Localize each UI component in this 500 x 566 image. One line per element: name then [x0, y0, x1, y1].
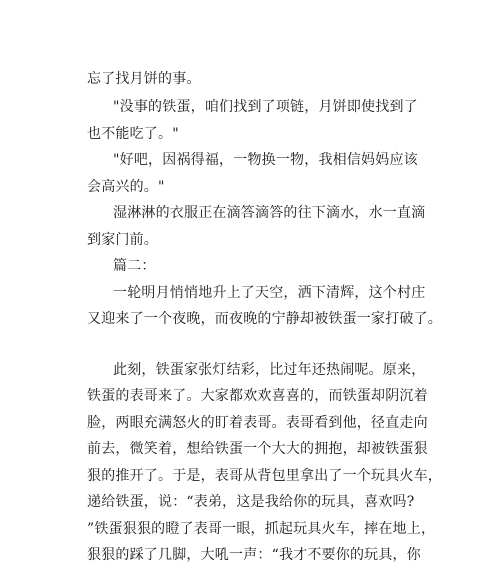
text-line: 一轮明月悄悄地升上了天空，洒下清辉，这个村庄	[113, 285, 426, 301]
text-line: ”铁蛋狠狠的瞪了表哥一眼，抓起玩具火车，摔在地上，	[87, 521, 436, 537]
text-line: 也不能吃了。"	[87, 126, 179, 142]
text-line: 又迎来了一个夜晚，而夜晚的宁静却被铁蛋一家打破了。	[87, 311, 442, 327]
text-line: "没事的铁蛋，咱们找到了项链，月饼即使找到了	[113, 99, 418, 115]
text-line: 脸，两眼充满怒火的盯着表哥。表哥看到他，径直走向	[87, 415, 428, 431]
text-line: 湿淋淋的衣服正在滴答滴答的往下滴水，水一直滴	[113, 205, 426, 221]
text-line: 递给铁蛋，说：“表弟，这是我给你的玩具，喜欢吗?	[87, 494, 415, 510]
text-line: 铁蛋的表哥来了。大家都欢欢喜喜的，而铁蛋却阴沉着	[87, 388, 428, 404]
section-heading: 篇二：	[113, 258, 156, 274]
text-line: 忘了找月饼的事。	[87, 71, 201, 87]
text-line: 前去，微笑着，想给铁蛋一个大大的拥抱，却被铁蛋狠	[87, 441, 428, 457]
text-line: 狠的推开了。于是，表哥从背包里拿出了一个玩具火车，	[87, 468, 442, 484]
text-line: 会高兴的。"	[87, 179, 165, 195]
text-line: 狠狠的踩了几脚，大吼一声：“我才不要你的玩具，你	[87, 547, 421, 563]
text-line: "好吧，因祸得福，一物换一物，我相信妈妈应该	[113, 152, 418, 168]
text-line: 到家门前。	[87, 232, 158, 248]
text-line: 此刻，铁蛋家张灯结彩，比过年还热闹呢。原来，	[113, 362, 426, 378]
